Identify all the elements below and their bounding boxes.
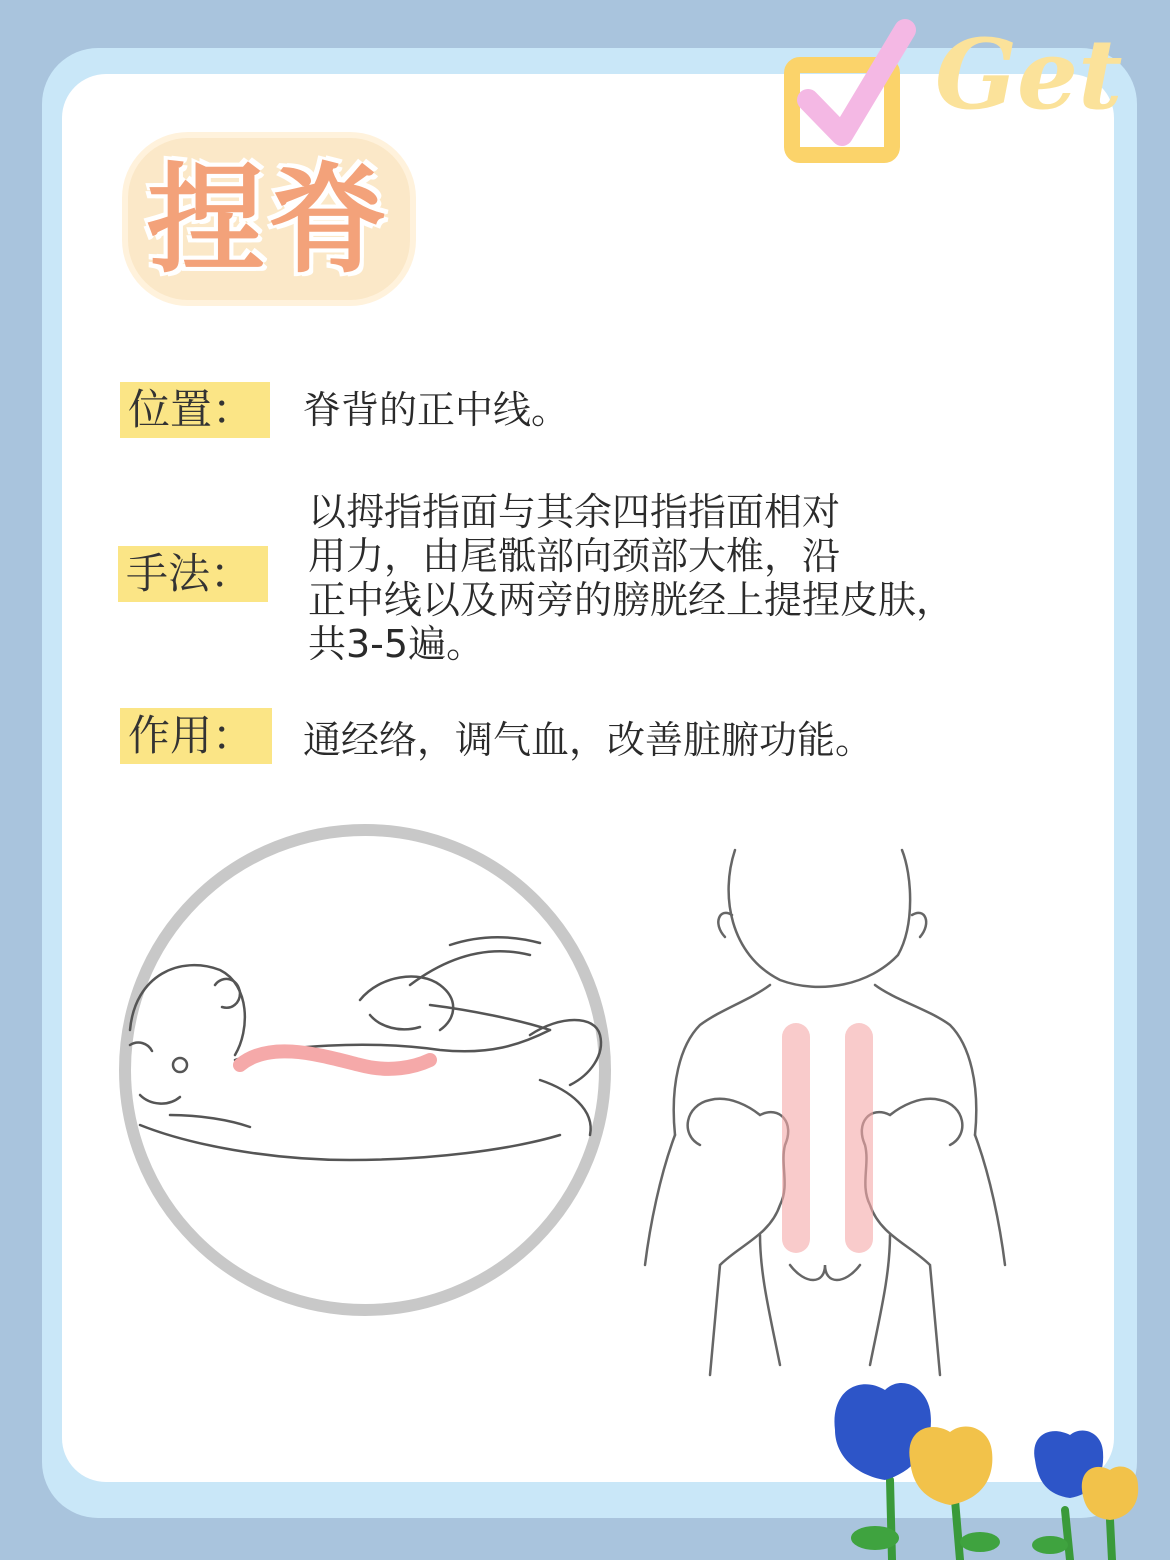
text-position: 脊背的正中线。 (303, 388, 570, 432)
get-badge: Get (935, 18, 1123, 131)
text-technique-line-3: 正中线以及两旁的膀胱经上提捏皮肤， (308, 578, 955, 622)
page-title: 捏脊 (146, 151, 391, 289)
text-technique-line-1: 以拇指指面与其余四指指面相对 (308, 490, 841, 534)
check-box-icon (780, 10, 920, 170)
baby-lying-illustration (110, 815, 620, 1325)
text-effect: 通经络，调气血，改善脏腑功能。 (303, 718, 874, 762)
text-technique-line-2: 用力，由尾骶部向颈部大椎，沿 (308, 534, 841, 578)
label-effect: 作用： (120, 708, 272, 764)
label-position: 位置： (120, 382, 270, 438)
baby-back-illustration (640, 845, 1040, 1380)
text-technique-line-4: 共3-5遍。 (308, 622, 485, 666)
label-technique: 手法： (118, 546, 268, 602)
flowers-icon (820, 1370, 1160, 1560)
